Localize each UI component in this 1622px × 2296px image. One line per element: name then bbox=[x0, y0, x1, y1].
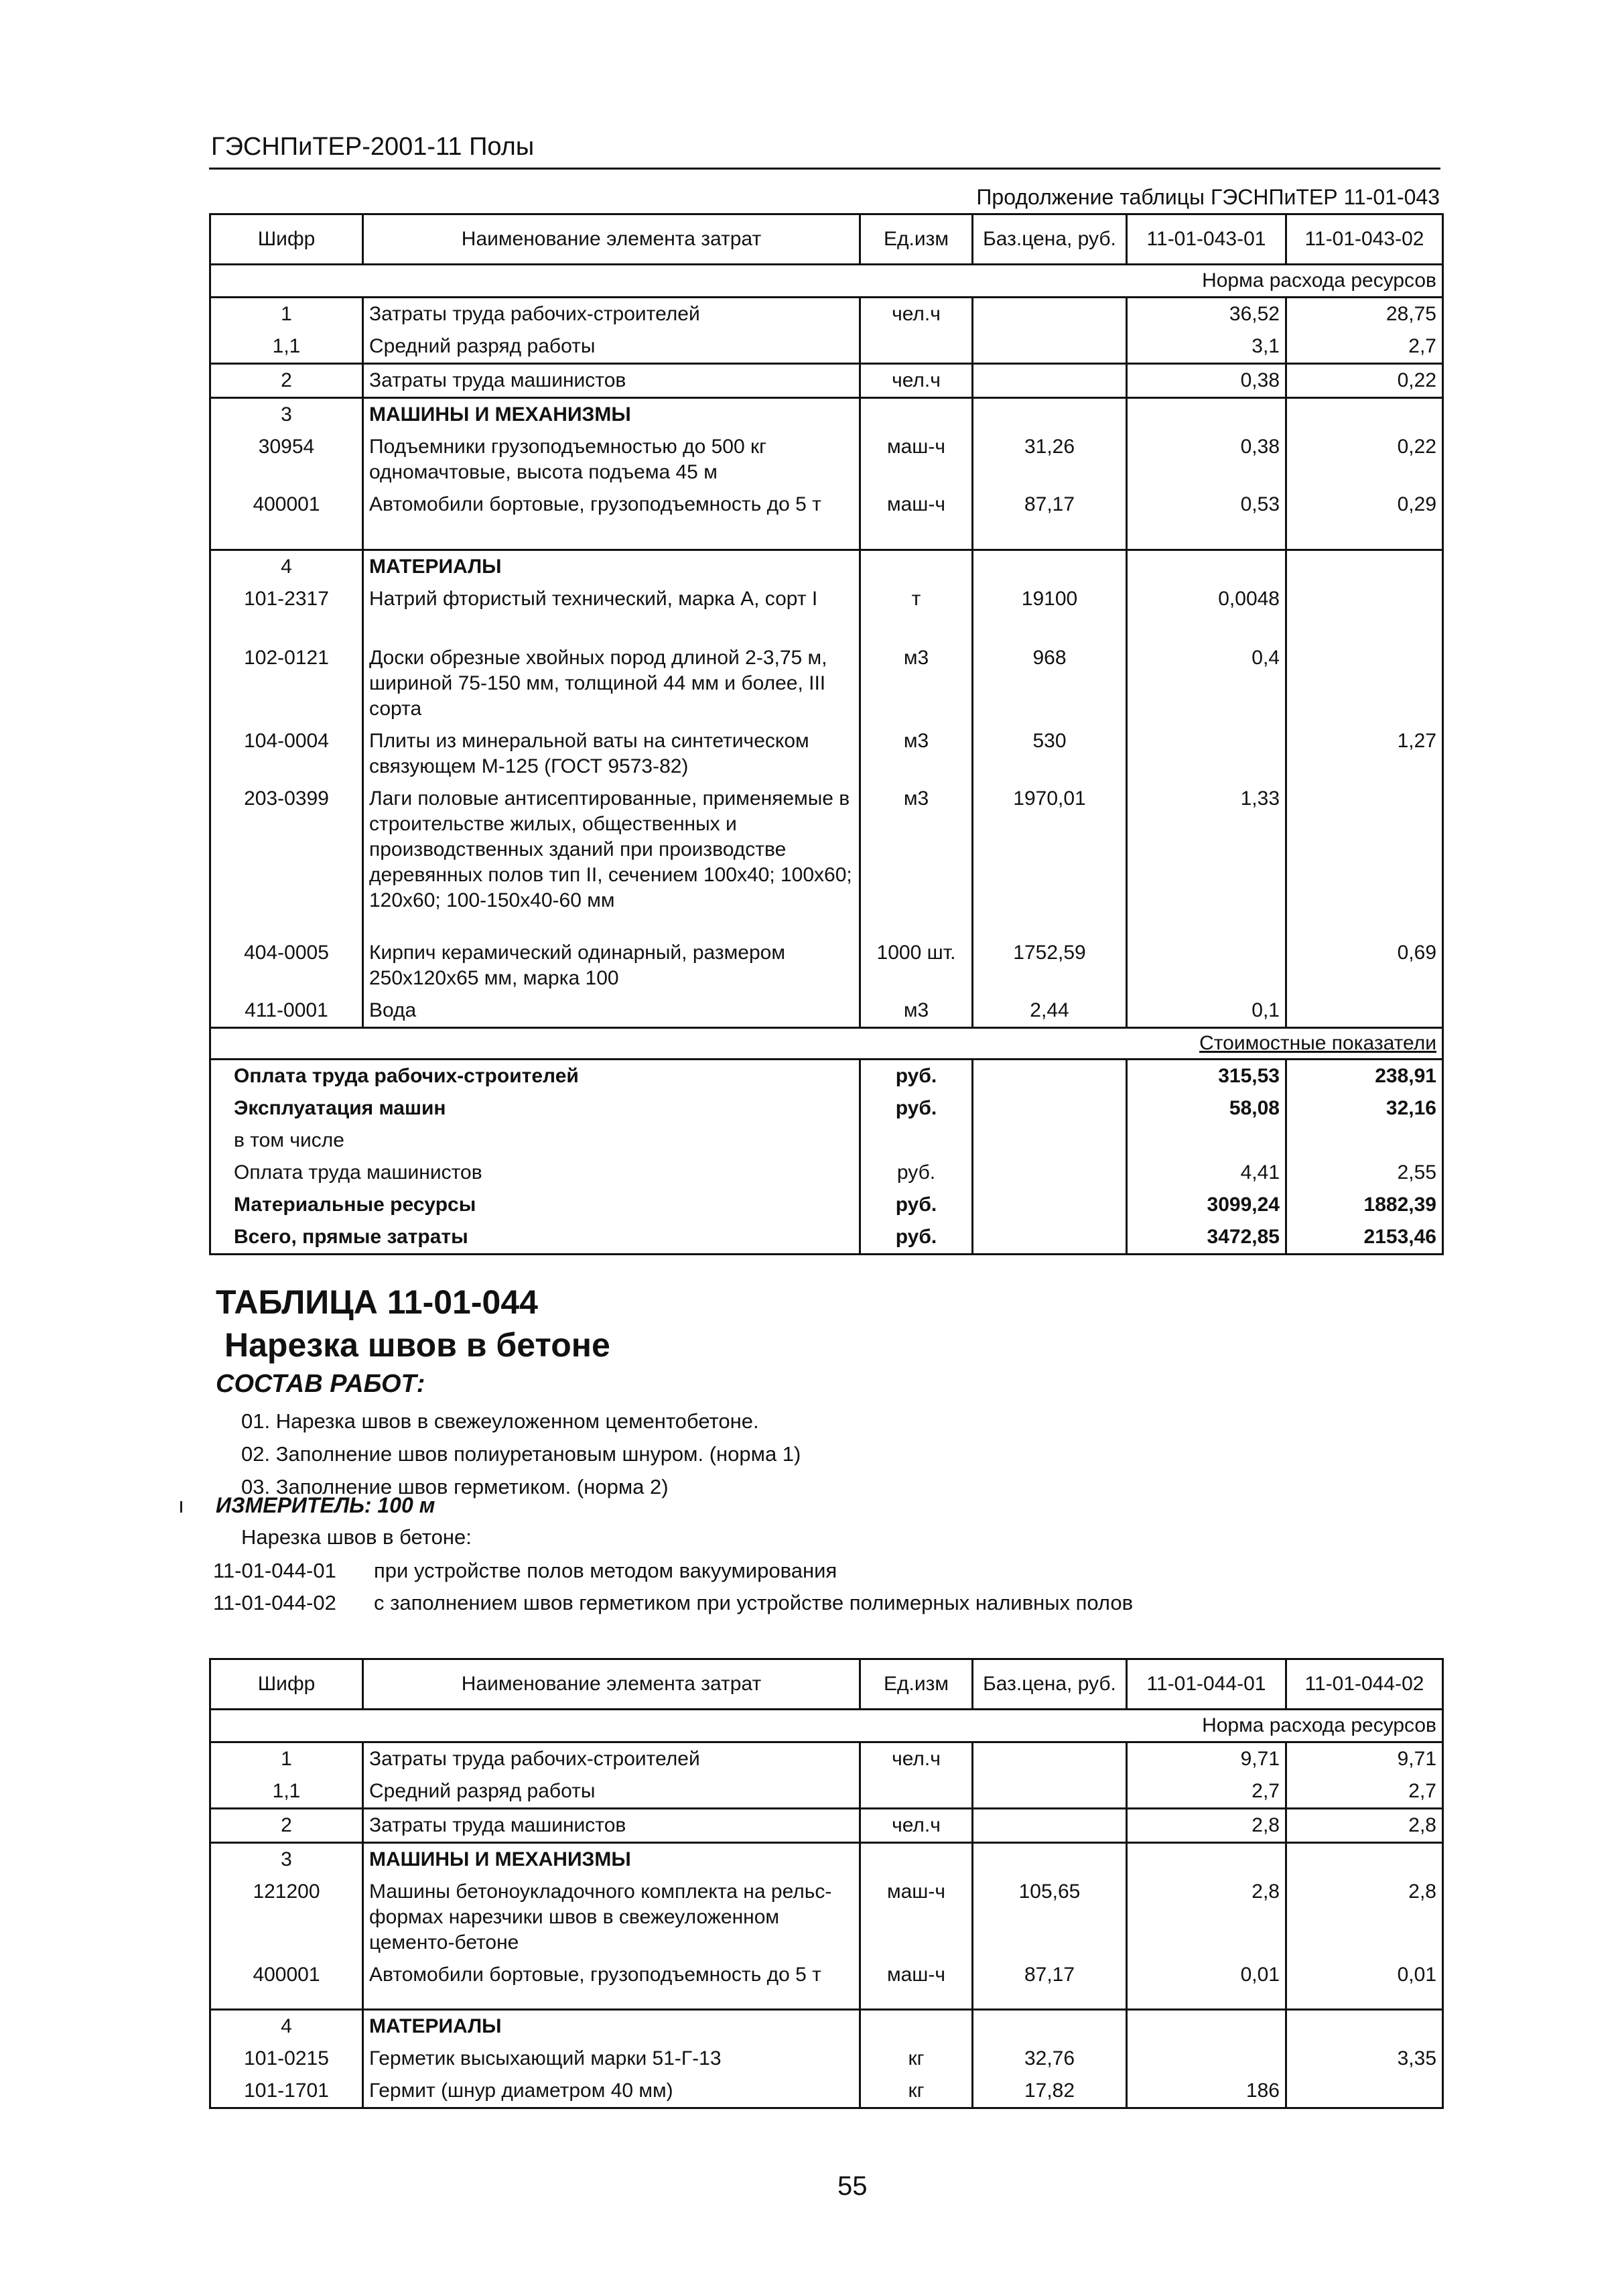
cost-value-2: 2,55 bbox=[1286, 1157, 1443, 1189]
table-row bbox=[210, 783, 1443, 937]
cost-name: Всего, прямые затраты bbox=[210, 1221, 860, 1255]
measure-unit: ИЗМЕРИТЕЛЬ: 100 м bbox=[216, 1493, 435, 1517]
row-value-2: 0,69 bbox=[1286, 937, 1443, 995]
norm-label: Норма расхода ресурсов bbox=[210, 265, 1443, 298]
row-price bbox=[973, 364, 1127, 398]
cost-value-2: 238,91 bbox=[1286, 1060, 1443, 1093]
cost-unit: руб. bbox=[860, 1189, 973, 1221]
cost-value-1: 3099,24 bbox=[1127, 1189, 1286, 1221]
section-name: МАШИНЫ И МЕХАНИЗМЫ bbox=[363, 1843, 860, 1876]
table-row bbox=[210, 1876, 1443, 1959]
row-name: Кирпич керамический одинарный, размером 250х120х65 мм, марка 100 bbox=[363, 937, 860, 995]
row-code: 121200 bbox=[210, 1876, 363, 1959]
row-unit bbox=[860, 330, 973, 364]
header-divider bbox=[209, 168, 1440, 170]
row-value-2: 2,8 bbox=[1286, 1876, 1443, 1959]
operation-item: 03. Заполнение швов герметиком. (норма 2) bbox=[241, 1475, 669, 1498]
page-number: 55 bbox=[837, 2171, 868, 2201]
row-value-2 bbox=[1286, 2075, 1443, 2108]
row-name: Затраты труда машинистов bbox=[363, 1809, 860, 1843]
row-code: 2 bbox=[210, 1809, 363, 1843]
cost-name: Материальные ресурсы bbox=[210, 1189, 860, 1221]
row-code: 1 bbox=[210, 1742, 363, 1776]
table-row bbox=[210, 2043, 1443, 2075]
cost-value-2 bbox=[1286, 1125, 1443, 1157]
variant-line bbox=[213, 1559, 837, 1583]
row-name: Машины бетоноукладочного комплекта на рельс-формах нарезчики швов в свежеуложенном цементо-бетоне bbox=[363, 1876, 860, 1959]
row-name: Гермит (шнур диаметром 40 мм) bbox=[363, 2075, 860, 2108]
operation-item: 02. Заполнение швов полиуретановым шнуром. (норма 1) bbox=[241, 1442, 801, 1466]
column-header: Шифр bbox=[210, 1659, 363, 1710]
table-row bbox=[210, 642, 1443, 725]
cost-value-2: 2153,46 bbox=[1286, 1221, 1443, 1255]
column-header: 11-01-044-01 bbox=[1127, 1659, 1286, 1710]
column-header: Баз.цена, руб. bbox=[973, 214, 1127, 265]
document-header-title: ГЭСНПиТЕР-2001-11 Полы bbox=[211, 133, 535, 161]
section-code: 4 bbox=[210, 550, 363, 584]
table-row bbox=[210, 489, 1443, 550]
row-code: 102-0121 bbox=[210, 642, 363, 725]
norm-label: Норма расхода ресурсов bbox=[210, 1710, 1443, 1742]
row-value-1: 186 bbox=[1127, 2075, 1286, 2108]
cost-value-1: 4,41 bbox=[1127, 1157, 1286, 1189]
row-price: 1970,01 bbox=[973, 783, 1127, 937]
column-header: Наименование элемента затрат bbox=[363, 214, 860, 265]
row-code: 411-0001 bbox=[210, 995, 363, 1028]
row-unit: 1000 шт. bbox=[860, 937, 973, 995]
table-continuation-note: Продолжение таблицы ГЭСНПиТЕР 11-01-043 bbox=[976, 185, 1440, 209]
cost-value-1: 315,53 bbox=[1127, 1060, 1286, 1093]
margin-mark: ı bbox=[178, 1493, 184, 1517]
row-value-2 bbox=[1286, 642, 1443, 725]
cost-name: Оплата труда машинистов bbox=[210, 1157, 860, 1189]
operation-item: 01. Нарезка швов в свежеуложенном цементобетоне. bbox=[241, 1409, 759, 1433]
row-unit: кг bbox=[860, 2075, 973, 2108]
row-unit: маш-ч bbox=[860, 1876, 973, 1959]
row-code: 400001 bbox=[210, 1959, 363, 2010]
row-value-1: 0,01 bbox=[1127, 1959, 1286, 2010]
row-value-1: 0,4 bbox=[1127, 642, 1286, 725]
table-row bbox=[210, 1775, 1443, 1809]
row-value-2: 0,01 bbox=[1286, 1959, 1443, 2010]
row-code: 101-0215 bbox=[210, 2043, 363, 2075]
row-price: 2,44 bbox=[973, 995, 1127, 1028]
row-code: 400001 bbox=[210, 489, 363, 550]
row-name: Затраты труда рабочих-строителей bbox=[363, 298, 860, 331]
row-value-2 bbox=[1286, 783, 1443, 937]
row-unit: чел.ч bbox=[860, 298, 973, 331]
cost-row bbox=[210, 1092, 1443, 1125]
row-price: 17,82 bbox=[973, 2075, 1127, 2108]
table-title: ТАБЛИЦА 11-01-044 bbox=[216, 1283, 538, 1321]
row-name: Затраты труда машинистов bbox=[363, 364, 860, 398]
variant-text: с заполнением швов герметиком при устройстве полимерных наливных полов bbox=[374, 1591, 1134, 1614]
cost-value-2: 32,16 bbox=[1286, 1092, 1443, 1125]
table-header-row bbox=[210, 1659, 1443, 1710]
composition-heading: СОСТАВ РАБОТ: bbox=[216, 1370, 425, 1398]
row-value-2: 28,75 bbox=[1286, 298, 1443, 331]
norm-label-row bbox=[210, 1710, 1443, 1742]
row-name: Натрий фтористый технический, марка А, сорт I bbox=[363, 583, 860, 642]
section-row bbox=[210, 2010, 1443, 2043]
cost-unit: руб. bbox=[860, 1221, 973, 1255]
row-unit: м3 bbox=[860, 642, 973, 725]
row-value-2: 0,22 bbox=[1286, 364, 1443, 398]
cost-row bbox=[210, 1221, 1443, 1255]
row-price: 32,76 bbox=[973, 2043, 1127, 2075]
row-value-2 bbox=[1286, 995, 1443, 1028]
resource-table-044 bbox=[209, 1658, 1444, 2109]
column-header: 11-01-043-01 bbox=[1127, 214, 1286, 265]
row-unit: маш-ч bbox=[860, 431, 973, 489]
row-price: 87,17 bbox=[973, 489, 1127, 550]
cost-value-1: 3472,85 bbox=[1127, 1221, 1286, 1255]
row-unit: чел.ч bbox=[860, 1809, 973, 1843]
table-row bbox=[210, 937, 1443, 995]
column-header: Ед.изм bbox=[860, 1659, 973, 1710]
row-code: 404-0005 bbox=[210, 937, 363, 995]
row-value-1: 2,8 bbox=[1127, 1876, 1286, 1959]
row-price bbox=[973, 1742, 1127, 1776]
row-code: 203-0399 bbox=[210, 783, 363, 937]
row-name: Лаги половые антисептированные, применяемые в строительстве жилых, общественных и производственных зданий при производстве деревянных полов тип II, сечением 100х40; 100х60; 120х60; 100-150х40-60 мм bbox=[363, 783, 860, 937]
row-code: 1,1 bbox=[210, 1775, 363, 1809]
table-row bbox=[210, 995, 1443, 1028]
cost-value-2: 1882,39 bbox=[1286, 1189, 1443, 1221]
row-name: Плиты из минеральной ваты на синтетическом связующем М-125 (ГОСТ 9573-82) bbox=[363, 725, 860, 783]
cost-row bbox=[210, 1125, 1443, 1157]
row-price bbox=[973, 330, 1127, 364]
table-row bbox=[210, 2075, 1443, 2108]
cost-label: Стоимостные показатели bbox=[210, 1028, 1443, 1060]
cost-name: Эксплуатация машин bbox=[210, 1092, 860, 1125]
row-value-2 bbox=[1286, 583, 1443, 642]
row-value-1: 2,7 bbox=[1127, 1775, 1286, 1809]
row-code: 1 bbox=[210, 298, 363, 331]
column-header: Баз.цена, руб. bbox=[973, 1659, 1127, 1710]
row-unit: м3 bbox=[860, 783, 973, 937]
row-name: Подъемники грузоподъемностью до 500 кг одномачтовые, высота подъема 45 м bbox=[363, 431, 860, 489]
row-name: Доски обрезные хвойных пород длиной 2-3,75 м, шириной 75-150 мм, толщиной 44 мм и более, III сорта bbox=[363, 642, 860, 725]
cost-unit bbox=[860, 1125, 973, 1157]
row-code: 1,1 bbox=[210, 330, 363, 364]
row-unit: м3 bbox=[860, 725, 973, 783]
row-value-1: 0,53 bbox=[1127, 489, 1286, 550]
variant-text: при устройстве полов методом вакуумирования bbox=[374, 1559, 837, 1582]
table-row bbox=[210, 1959, 1443, 2010]
row-price: 530 bbox=[973, 725, 1127, 783]
row-value-1: 0,0048 bbox=[1127, 583, 1286, 642]
table-row bbox=[210, 431, 1443, 489]
row-name: Средний разряд работы bbox=[363, 1775, 860, 1809]
section-row bbox=[210, 1843, 1443, 1876]
norm-label-row bbox=[210, 265, 1443, 298]
column-header: 11-01-044-02 bbox=[1286, 1659, 1443, 1710]
cost-value-1 bbox=[1127, 1125, 1286, 1157]
row-name: Автомобили бортовые, грузоподъемность до 5 т bbox=[363, 489, 860, 550]
row-value-1: 3,1 bbox=[1127, 330, 1286, 364]
row-value-1 bbox=[1127, 725, 1286, 783]
column-header: Наименование элемента затрат bbox=[363, 1659, 860, 1710]
row-value-1: 36,52 bbox=[1127, 298, 1286, 331]
row-unit bbox=[860, 1775, 973, 1809]
column-header: Ед.изм bbox=[860, 214, 973, 265]
section-code: 3 bbox=[210, 1843, 363, 1876]
row-unit: кг bbox=[860, 2043, 973, 2075]
row-code: 101-1701 bbox=[210, 2075, 363, 2108]
row-value-1: 9,71 bbox=[1127, 1742, 1286, 1776]
cost-name: в том числе bbox=[210, 1125, 860, 1157]
cost-row bbox=[210, 1189, 1443, 1221]
cost-unit: руб. bbox=[860, 1157, 973, 1189]
row-unit: чел.ч bbox=[860, 1742, 973, 1776]
row-price: 968 bbox=[973, 642, 1127, 725]
row-name: Затраты труда рабочих-строителей bbox=[363, 1742, 860, 1776]
row-value-2: 3,35 bbox=[1286, 2043, 1443, 2075]
row-price bbox=[973, 298, 1127, 331]
row-code: 104-0004 bbox=[210, 725, 363, 783]
section-code: 3 bbox=[210, 398, 363, 432]
resource-table-043 bbox=[209, 213, 1444, 1255]
row-value-1: 0,38 bbox=[1127, 431, 1286, 489]
row-code: 30954 bbox=[210, 431, 363, 489]
table-row bbox=[210, 1742, 1443, 1776]
section-code: 4 bbox=[210, 2010, 363, 2043]
cost-value-1: 58,08 bbox=[1127, 1092, 1286, 1125]
section-row bbox=[210, 550, 1443, 584]
row-price: 19100 bbox=[973, 583, 1127, 642]
row-value-1 bbox=[1127, 937, 1286, 995]
section-name: МАШИНЫ И МЕХАНИЗМЫ bbox=[363, 398, 860, 432]
cost-unit: руб. bbox=[860, 1092, 973, 1125]
row-value-2: 9,71 bbox=[1286, 1742, 1443, 1776]
row-name: Автомобили бортовые, грузоподъемность до 5 т bbox=[363, 1959, 860, 2010]
table-row bbox=[210, 298, 1443, 331]
row-code: 101-2317 bbox=[210, 583, 363, 642]
variant-code: 11-01-044-01 bbox=[213, 1559, 336, 1582]
row-price bbox=[973, 1775, 1127, 1809]
row-price: 1752,59 bbox=[973, 937, 1127, 995]
row-code: 2 bbox=[210, 364, 363, 398]
operations-list bbox=[241, 1405, 801, 1503]
row-value-2: 0,22 bbox=[1286, 431, 1443, 489]
row-unit: м3 bbox=[860, 995, 973, 1028]
row-value-1: 0,38 bbox=[1127, 364, 1286, 398]
table-row bbox=[210, 330, 1443, 364]
row-price: 87,17 bbox=[973, 1959, 1127, 2010]
cost-row bbox=[210, 1157, 1443, 1189]
row-name: Вода bbox=[363, 995, 860, 1028]
row-unit: маш-ч bbox=[860, 1959, 973, 2010]
work-lead: Нарезка швов в бетоне: bbox=[241, 1525, 472, 1549]
row-value-1 bbox=[1127, 2043, 1286, 2075]
row-value-2: 2,8 bbox=[1286, 1809, 1443, 1843]
row-value-1: 1,33 bbox=[1127, 783, 1286, 937]
row-value-2: 2,7 bbox=[1286, 330, 1443, 364]
section-name: МАТЕРИАЛЫ bbox=[363, 550, 860, 584]
cost-unit: руб. bbox=[860, 1060, 973, 1093]
cost-name: Оплата труда рабочих-строителей bbox=[210, 1060, 860, 1093]
column-header: 11-01-043-02 bbox=[1286, 214, 1443, 265]
row-unit: т bbox=[860, 583, 973, 642]
row-value-1: 0,1 bbox=[1127, 995, 1286, 1028]
cost-label-row bbox=[210, 1028, 1443, 1060]
row-unit: маш-ч bbox=[860, 489, 973, 550]
section-row bbox=[210, 398, 1443, 432]
row-value-2: 1,27 bbox=[1286, 725, 1443, 783]
row-price: 105,65 bbox=[973, 1876, 1127, 1959]
cost-row bbox=[210, 1060, 1443, 1093]
variant-code: 11-01-044-02 bbox=[213, 1591, 336, 1614]
row-name: Средний разряд работы bbox=[363, 330, 860, 364]
table-header-row bbox=[210, 214, 1443, 265]
variant-line bbox=[213, 1591, 1133, 1615]
column-header: Шифр bbox=[210, 214, 363, 265]
table-row bbox=[210, 725, 1443, 783]
row-unit: чел.ч bbox=[860, 364, 973, 398]
table-row bbox=[210, 1809, 1443, 1843]
table-row bbox=[210, 364, 1443, 398]
table-subtitle: Нарезка швов в бетоне bbox=[224, 1326, 610, 1364]
row-value-2: 0,29 bbox=[1286, 489, 1443, 550]
row-value-1: 2,8 bbox=[1127, 1809, 1286, 1843]
row-value-2: 2,7 bbox=[1286, 1775, 1443, 1809]
row-price bbox=[973, 1809, 1127, 1843]
row-price: 31,26 bbox=[973, 431, 1127, 489]
row-name: Герметик высыхающий марки 51-Г-13 bbox=[363, 2043, 860, 2075]
section-name: МАТЕРИАЛЫ bbox=[363, 2010, 860, 2043]
table-row bbox=[210, 583, 1443, 642]
